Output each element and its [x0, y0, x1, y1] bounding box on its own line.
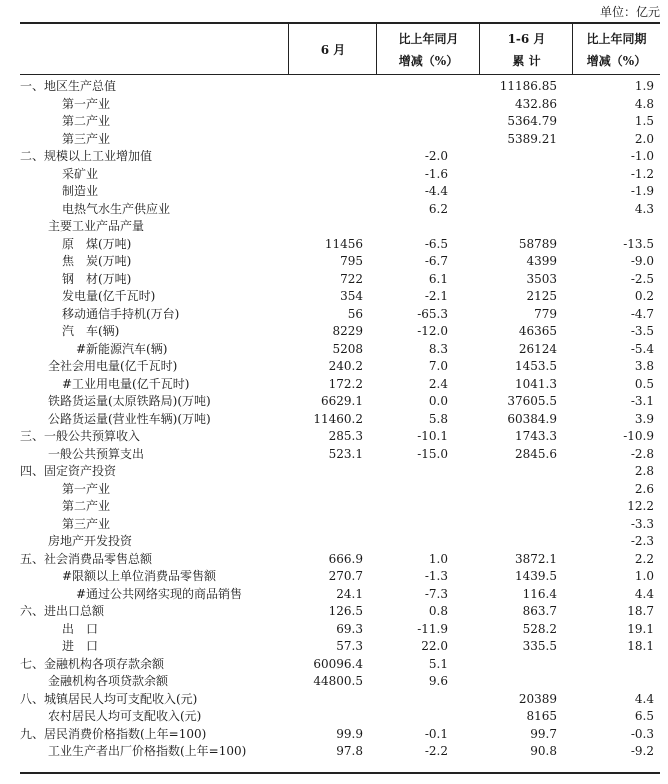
- row-label: 进 口: [62, 639, 99, 653]
- header-month-change-bottom: 增减（%）: [398, 54, 459, 68]
- row-label: 第三产业: [62, 131, 111, 146]
- cell-cumulative: 60384.9: [507, 411, 557, 426]
- cell-month-change: -1.3: [424, 569, 448, 583]
- table-row: [20, 446, 660, 464]
- cell-month: 666.9: [328, 551, 363, 566]
- cell-cumulative: 20389: [518, 691, 557, 706]
- cell-period-change: 4.3: [634, 201, 654, 216]
- table-row: [20, 341, 660, 359]
- cell-cumulative: 863.7: [522, 604, 557, 618]
- header-period-change: [572, 24, 660, 74]
- row-label: 铁路货运量(太原铁路局)(万吨): [48, 394, 211, 408]
- row-label: #限额以上单位消费品零售额: [62, 569, 217, 583]
- row-label: 第二产业: [62, 114, 111, 128]
- row-label: #通过公共网络实现的商品销售: [76, 586, 243, 601]
- header-period-change-top: 比上年同期: [586, 32, 647, 46]
- table-row: [20, 743, 660, 761]
- cell-month-change: -6.5: [424, 236, 448, 251]
- cell-cumulative: 3503: [526, 271, 557, 286]
- cell-period-change: 2.6: [634, 481, 654, 496]
- cell-cumulative: 3872.1: [515, 551, 557, 566]
- cell-month-change: 22.0: [421, 639, 448, 653]
- cell-month-change: -0.1: [424, 726, 448, 741]
- cell-month: 795: [340, 254, 363, 268]
- cell-month-change: 6.2: [428, 201, 448, 216]
- cell-month: 60096.4: [313, 656, 363, 671]
- row-label: 七、金融机构各项存款余额: [20, 656, 165, 671]
- table-row: [20, 533, 660, 551]
- cell-month: 99.9: [336, 726, 363, 741]
- table-row: [20, 288, 660, 306]
- header-cumulative: [479, 24, 573, 74]
- cell-cumulative: 99.7: [530, 726, 557, 741]
- table-row: [20, 166, 660, 184]
- row-label: 第一产业: [62, 481, 111, 496]
- table-row: [20, 498, 660, 516]
- cell-month: 24.1: [336, 586, 363, 601]
- table-row: [20, 586, 660, 604]
- cell-cumulative: 58789: [518, 236, 557, 251]
- header-cumulative-top: 1-6 月: [507, 32, 546, 46]
- cell-cumulative: 1439.5: [515, 569, 557, 583]
- row-label: 焦 炭(万吨): [62, 254, 132, 268]
- cell-month: 57.3: [336, 639, 363, 653]
- row-label: 主要工业产品产量: [48, 219, 145, 233]
- row-label: 二、规模以上工业增加值: [20, 149, 153, 163]
- cell-month-change: -6.7: [424, 254, 448, 268]
- cell-month: 11460.2: [313, 411, 363, 426]
- cell-period-change: 19.1: [627, 621, 654, 636]
- row-label: 原 煤(万吨): [62, 236, 132, 251]
- cell-month-change: 0.0: [428, 394, 448, 408]
- cell-period-change: -1.0: [630, 149, 654, 163]
- cell-month: 722: [340, 271, 363, 286]
- row-label: 第一产业: [62, 96, 111, 111]
- cell-month: 523.1: [328, 446, 363, 461]
- cell-cumulative: 1453.5: [515, 359, 557, 373]
- cell-month: 69.3: [336, 621, 363, 636]
- cell-period-change: 1.0: [634, 569, 654, 583]
- table-row: [20, 271, 660, 289]
- cell-month-change: 6.1: [428, 271, 448, 286]
- cell-cumulative: 37605.5: [507, 394, 557, 408]
- table-row: [20, 621, 660, 639]
- cell-month-change: 5.1: [428, 656, 448, 671]
- table-row: [20, 201, 660, 219]
- row-label: 八、城镇居民人均可支配收入(元): [20, 691, 198, 706]
- cell-period-change: -3.3: [630, 516, 654, 531]
- cell-month: 240.2: [328, 359, 363, 373]
- table-body: [20, 78, 660, 761]
- cell-period-change: -9.2: [630, 744, 654, 758]
- cell-month-change: -7.3: [424, 586, 448, 601]
- cell-month-change: 7.0: [428, 359, 448, 373]
- cell-cumulative: 432.86: [515, 96, 557, 111]
- cell-period-change: 18.7: [627, 604, 654, 618]
- table-row: [20, 463, 660, 481]
- cell-month: 126.5: [328, 604, 363, 618]
- cell-period-change: -1.2: [630, 166, 654, 181]
- cell-cumulative: 335.5: [522, 639, 557, 653]
- cell-month-change: -2.0: [424, 149, 448, 163]
- header-month: [288, 24, 377, 74]
- cell-month-change: -11.9: [417, 621, 448, 636]
- table-row: [20, 131, 660, 149]
- cell-cumulative: 5364.79: [507, 114, 557, 128]
- cell-month: 6629.1: [321, 394, 363, 408]
- row-label: 农村居民人均可支配收入(元): [48, 709, 202, 723]
- table-row: [20, 603, 660, 621]
- cell-month: 270.7: [328, 569, 363, 583]
- header-month-change: [376, 24, 480, 74]
- table-row: [20, 393, 660, 411]
- row-label: 金融机构各项贷款余额: [48, 674, 169, 688]
- table-row: [20, 376, 660, 394]
- cell-month: 5208: [332, 341, 363, 356]
- cell-period-change: -5.4: [630, 341, 654, 356]
- row-label: 五、社会消费品零售总额: [20, 551, 153, 566]
- table-row: [20, 306, 660, 324]
- cell-cumulative: 5389.21: [507, 131, 557, 146]
- cell-period-change: 4.4: [634, 691, 654, 706]
- cell-month: 354: [340, 289, 363, 303]
- cell-month-change: -12.0: [417, 324, 448, 338]
- table-row: [20, 568, 660, 586]
- row-label: 四、固定资产投资: [20, 464, 117, 478]
- cell-period-change: 4.8: [634, 96, 654, 111]
- table-bottom-rule: [20, 772, 660, 774]
- cell-period-change: -3.5: [630, 324, 654, 338]
- header-cumulative-bottom: 累 计: [512, 54, 541, 68]
- table-row: [20, 726, 660, 744]
- cell-month-change: -2.1: [424, 289, 448, 303]
- row-label: 钢 材(万吨): [62, 271, 132, 286]
- cell-period-change: -4.7: [630, 306, 654, 321]
- cell-month: 44800.5: [313, 674, 363, 688]
- cell-month: 8229: [332, 324, 363, 338]
- table-row: [20, 691, 660, 709]
- cell-cumulative: 46365: [518, 324, 557, 338]
- row-label: 采矿业: [62, 166, 99, 181]
- cell-cumulative: 4399: [526, 254, 557, 268]
- table-row: [20, 183, 660, 201]
- row-label: #工业用电量(亿千瓦时): [62, 376, 190, 391]
- cell-cumulative: 8165: [526, 709, 557, 723]
- cell-month-change: -15.0: [417, 446, 448, 461]
- table-row: [20, 656, 660, 674]
- cell-period-change: 3.9: [634, 411, 654, 426]
- cell-period-change: 0.2: [634, 289, 654, 303]
- cell-month: 285.3: [328, 429, 363, 443]
- table-row: [20, 323, 660, 341]
- cell-month: 56: [347, 306, 363, 321]
- row-label: 一、地区生产总值: [20, 79, 117, 93]
- cell-month-change: 9.6: [428, 674, 448, 688]
- cell-period-change: -3.1: [630, 394, 654, 408]
- table-row: [20, 253, 660, 271]
- row-label: #新能源汽车(辆): [76, 341, 168, 356]
- cell-period-change: 6.5: [634, 709, 654, 723]
- cell-month-change: -65.3: [417, 306, 448, 321]
- cell-cumulative: 2845.6: [515, 446, 557, 461]
- row-label: 公路货运量(营业性车辆)(万吨): [48, 411, 211, 426]
- cell-cumulative: 1041.3: [515, 376, 557, 391]
- table-row: [20, 638, 660, 656]
- table-row: [20, 358, 660, 376]
- row-label: 房地产开发投资: [48, 534, 133, 548]
- cell-month-change: -1.6: [424, 166, 448, 181]
- cell-cumulative: 116.4: [522, 586, 557, 601]
- table-header: [20, 24, 660, 75]
- row-label: 一般公共预算支出: [48, 446, 145, 461]
- cell-period-change: -2.8: [630, 446, 654, 461]
- cell-period-change: 3.8: [634, 359, 654, 373]
- cell-period-change: -9.0: [630, 254, 654, 268]
- row-label: 制造业: [62, 184, 99, 198]
- cell-month-change: 5.8: [428, 411, 448, 426]
- cell-period-change: -2.5: [630, 271, 654, 286]
- cell-month-change: -4.4: [424, 184, 448, 198]
- table-row: [20, 428, 660, 446]
- header-month-label: 6 月: [320, 43, 346, 57]
- table-row: [20, 673, 660, 691]
- cell-period-change: 1.5: [634, 114, 654, 128]
- cell-period-change: 4.4: [634, 586, 654, 601]
- unit-label: 单位：亿元: [599, 5, 660, 19]
- row-label: 汽 车(辆): [62, 324, 120, 338]
- cell-period-change: 1.9: [634, 79, 654, 93]
- cell-cumulative: 26124: [518, 341, 557, 356]
- cell-month-change: -2.2: [424, 744, 448, 758]
- cell-period-change: -10.9: [623, 429, 654, 443]
- cell-cumulative: 528.2: [522, 621, 557, 636]
- cell-month: 172.2: [328, 376, 363, 391]
- cell-period-change: 2.2: [634, 551, 654, 566]
- cell-period-change: 0.5: [634, 376, 654, 391]
- cell-cumulative: 11186.85: [499, 79, 557, 93]
- cell-period-change: -1.9: [630, 184, 654, 198]
- cell-month-change: 8.3: [428, 341, 448, 356]
- table-row: [20, 708, 660, 726]
- table-row: [20, 148, 660, 166]
- row-label: 出 口: [62, 621, 99, 636]
- row-label: 发电量(亿千瓦时): [62, 289, 156, 303]
- cell-period-change: 12.2: [627, 499, 654, 513]
- cell-month: 11456: [324, 236, 363, 251]
- cell-cumulative: 90.8: [530, 744, 557, 758]
- row-label: 三、一般公共预算收入: [20, 429, 141, 443]
- row-label: 六、进出口总额: [20, 604, 105, 618]
- table-row: [20, 516, 660, 534]
- row-label: 移动通信手持机(万台): [62, 306, 180, 321]
- cell-month-change: 2.4: [428, 376, 448, 391]
- row-label: 第二产业: [62, 499, 111, 513]
- cell-month-change: -10.1: [417, 429, 448, 443]
- cell-month-change: 1.0: [428, 551, 448, 566]
- cell-period-change: -0.3: [630, 726, 654, 741]
- cell-cumulative: 1743.3: [515, 429, 557, 443]
- header-period-change-bottom: 增减（%）: [586, 54, 647, 68]
- row-label: 第三产业: [62, 516, 111, 531]
- cell-period-change: 2.8: [634, 464, 654, 478]
- row-label: 工业生产者出厂价格指数(上年=100): [48, 744, 247, 758]
- table-row: [20, 96, 660, 114]
- row-label: 九、居民消费价格指数(上年=100): [20, 726, 207, 741]
- cell-period-change: -13.5: [623, 236, 654, 251]
- cell-month: 97.8: [336, 744, 363, 758]
- cell-period-change: -2.3: [630, 534, 654, 548]
- table-row: [20, 481, 660, 499]
- table-row: [20, 113, 660, 131]
- table-row: [20, 236, 660, 254]
- cell-period-change: 2.0: [634, 131, 654, 146]
- table-row: [20, 78, 660, 96]
- cell-cumulative: 2125: [526, 289, 557, 303]
- table-row: [20, 411, 660, 429]
- table-row: [20, 551, 660, 569]
- row-label: 电热气水生产供应业: [62, 201, 171, 216]
- row-label: 全社会用电量(亿千瓦时): [48, 359, 178, 373]
- table-row: [20, 218, 660, 236]
- header-month-change-top: 比上年同月: [398, 32, 459, 46]
- cell-month-change: 0.8: [428, 604, 448, 618]
- cell-period-change: 18.1: [627, 639, 654, 653]
- cell-cumulative: 779: [534, 306, 557, 321]
